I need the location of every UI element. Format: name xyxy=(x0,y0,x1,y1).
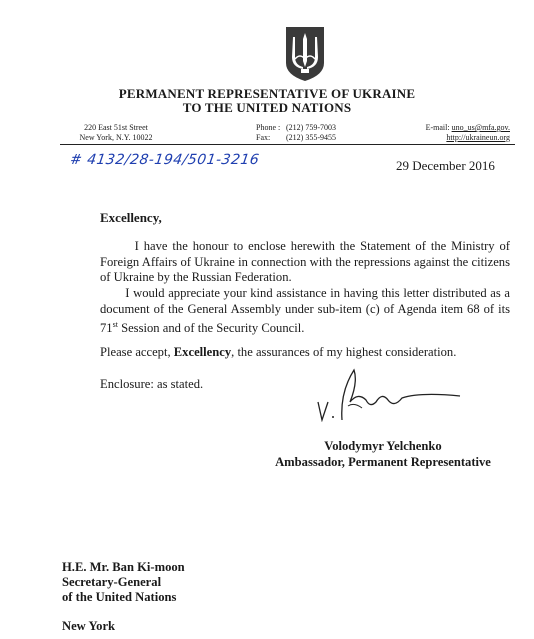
fax-label: Fax: xyxy=(256,133,271,142)
contact-phone-fax xyxy=(256,123,336,143)
paragraph-3 xyxy=(100,345,510,361)
recipient-city: New York xyxy=(62,619,116,633)
paragraph-2 xyxy=(100,286,510,337)
letter-date: 29 December 2016 xyxy=(396,158,495,173)
paragraph-2-tail: Session and of the Security Council. xyxy=(117,321,305,336)
recipient-block xyxy=(62,560,185,605)
address-line2: New York, N.Y. 10022 xyxy=(79,133,153,142)
header-divider xyxy=(60,144,515,145)
address-line1: 220 East 51st Street xyxy=(84,123,148,132)
phone-value: (212) 759-7003 xyxy=(286,123,336,132)
closing-emphasis: Excellency xyxy=(173,345,232,359)
email-link[interactable]: uno_us@mfa.gov. xyxy=(451,123,510,132)
closing-text-start: Please accept, xyxy=(100,345,174,359)
email-label: E-mail: xyxy=(425,123,450,132)
organization-title-line2: TO THE UNITED NATIONS xyxy=(182,100,352,115)
handwritten-signature xyxy=(310,362,490,422)
organization-title-line1: PERMANENT REPRESENTATIVE OF UKRAINE xyxy=(118,86,416,101)
signatory-block xyxy=(270,439,496,470)
contact-email-web xyxy=(420,123,510,143)
trident-coat-of-arms-icon xyxy=(284,25,326,83)
paragraph-2-text: I would appreciate your kind assistance in having this letter distributed as a document of the General Assembly under sub-item (c) of Agenda item 68 of its 71 xyxy=(100,286,510,336)
closing-text-end: , the assurances of my highest consideration. xyxy=(231,345,457,359)
paragraph-1-text: I have the honour to enclose herewith the Statement of the Ministry of Foreign Affairs of Ukraine in connection with the repressions against the citizens of Ukraine by the Russian Federation. xyxy=(100,239,510,284)
phone-label: Phone : xyxy=(256,123,281,132)
signatory-title: Ambassador, Permanent Representative xyxy=(275,454,491,469)
salutation: Excellency, xyxy=(100,210,162,225)
website-link[interactable]: http://ukraineun.org xyxy=(446,133,510,142)
enclosure-note: Enclosure: as stated. xyxy=(100,377,204,391)
recipient-position: Secretary-General xyxy=(62,575,162,589)
paragraph-2-superscript: st xyxy=(112,320,118,329)
reference-number: # 4132/28-194/501-3216 xyxy=(68,152,261,168)
fax-value: (212) 355-9455 xyxy=(286,133,336,142)
recipient-organization: of the United Nations xyxy=(62,590,177,604)
mission-address xyxy=(62,123,170,143)
paragraph-1 xyxy=(100,239,510,286)
recipient-name: H.E. Mr. Ban Ki-moon xyxy=(62,560,185,574)
signatory-name: Volodymyr Yelchenko xyxy=(324,439,442,453)
